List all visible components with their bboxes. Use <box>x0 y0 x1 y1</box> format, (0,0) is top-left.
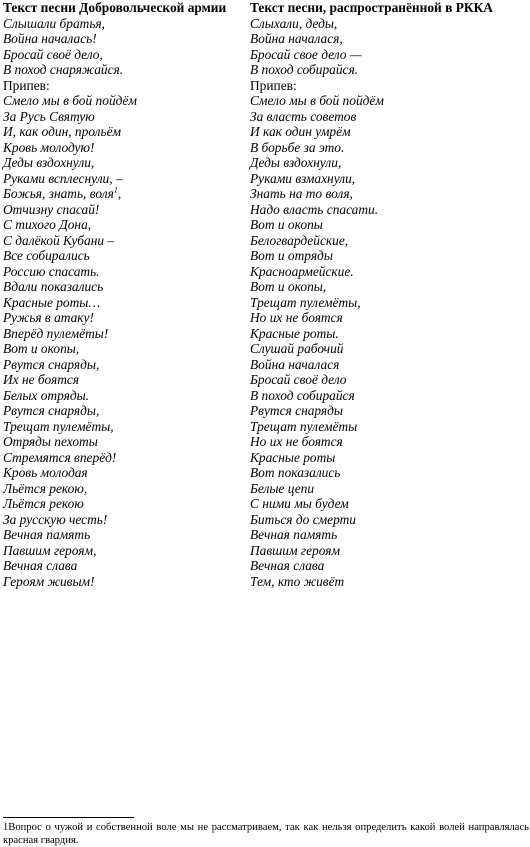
left-lyric-line <box>3 527 247 543</box>
lyric-text: Бросай своё дело, <box>3 46 103 62</box>
lyric-text: Кровь молодая <box>3 465 88 480</box>
lyric-text: С тихого Дона, <box>3 217 92 232</box>
lyric-text: Трещат пулемёты, <box>3 418 114 434</box>
lyric-text: Белогвардейские, <box>250 232 349 248</box>
left-lyric-line <box>3 388 247 404</box>
right-lyric-line <box>250 326 528 342</box>
left-column <box>3 0 247 589</box>
right-lyric-line <box>250 16 528 32</box>
right-lyric-line <box>250 109 528 125</box>
left-lyric-line <box>3 202 247 218</box>
lyric-text: Слыхали, деды, <box>250 15 338 31</box>
right-lyric-line <box>250 574 528 590</box>
left-lyric-line <box>3 109 247 125</box>
left-lyric-line <box>3 465 247 481</box>
lyric-text: Слышали братья, <box>3 15 105 31</box>
left-column-heading: Текст песни Добровольческой армии <box>3 0 227 15</box>
lyric-text: Вот показались <box>250 465 341 480</box>
right-lyric-line <box>250 388 528 404</box>
right-lyric-line <box>250 450 528 466</box>
left-lyric-line <box>3 496 247 512</box>
right-lyric-line <box>250 155 528 171</box>
lyric-text: С далёкой Кубани – <box>3 232 115 248</box>
lyric-text: Вперёд пулемёты! <box>3 325 109 341</box>
lyric-text: Знать на то воля, <box>250 186 353 201</box>
lyric-text: Припев: <box>3 77 50 93</box>
left-lyric-line <box>3 450 247 466</box>
left-lyric-line <box>3 31 247 47</box>
lyric-text: Вот и окопы <box>250 217 323 232</box>
right-lyric-line <box>250 481 528 497</box>
lyric-text: Белые цепи <box>250 480 315 496</box>
right-column-heading: Текст песни, распространённой в РККА <box>250 0 493 15</box>
lyric-text: Деды вздохнули, <box>250 155 342 170</box>
lyric-text: В поход снаряжайся. <box>3 62 124 77</box>
left-lyric-line <box>3 357 247 373</box>
left-lyric-line <box>3 295 247 311</box>
footnote-text: Вопрос о чужой и собственной воле мы не рассматриваем, так как нельзя определить какой волей направлялась красная гвардия. <box>3 822 529 846</box>
lyric-text: Отряды пехоты <box>3 434 98 449</box>
lyric-text: В поход собирайся <box>250 387 355 403</box>
lyric-text: Припев: <box>250 77 297 93</box>
right-lyric-line <box>250 465 528 481</box>
left-lyric-line <box>3 543 247 559</box>
lyric-text: Героям живым! <box>3 573 95 589</box>
lyric-text: Ружья в атаку! <box>3 310 94 325</box>
right-lyric-line <box>250 62 528 78</box>
lyric-text: Руками всплеснули, – <box>3 170 123 186</box>
lyric-text: Вот и окопы, <box>3 341 80 356</box>
lyric-text: И как один умрём <box>250 124 351 139</box>
right-lyric-line <box>250 124 528 140</box>
lyric-text: Смело мы в бой пойдём <box>250 93 384 108</box>
right-lyric-line <box>250 434 528 450</box>
right-lyric-line <box>250 93 528 109</box>
lyric-text: И, как один, прольём <box>3 124 122 139</box>
right-lyric-line <box>250 419 528 435</box>
left-lyric-line <box>3 341 247 357</box>
right-lyric-line <box>250 403 528 419</box>
footnote <box>3 822 529 847</box>
left-lyric-line <box>3 558 247 574</box>
right-lyric-line <box>250 264 528 280</box>
left-lyric-line <box>3 419 247 435</box>
lyric-text: Рвутся снаряды, <box>3 403 100 418</box>
lyric-text: Все собирались <box>3 248 90 263</box>
left-lyric-line <box>3 16 247 32</box>
left-lyric-line <box>3 47 247 63</box>
lyric-text: Павшим героям, <box>3 542 97 558</box>
lyric-text: Вечная память <box>3 527 91 542</box>
lyric-text: Война началася <box>250 356 340 372</box>
left-lyric-line <box>3 310 247 326</box>
left-lyric-line <box>3 403 247 419</box>
lyric-text: В борьбе за это. <box>250 139 345 155</box>
lyric-text: Льётся рекою <box>3 496 84 511</box>
lyric-text: За Русь Святую <box>3 108 95 124</box>
right-lyric-line <box>250 310 528 326</box>
right-lyric-line <box>250 47 528 63</box>
lyric-text: Белых отряды. <box>3 387 90 403</box>
right-lyric-line <box>250 372 528 388</box>
lyric-text: Вот и окопы, <box>250 279 327 294</box>
lyric-punctuation: , <box>117 186 122 201</box>
lyric-text: Вечная слава <box>3 558 78 573</box>
right-lyric-line <box>250 171 528 187</box>
lyric-text: Вот и отряды <box>250 248 333 263</box>
right-lyric-line <box>250 31 528 47</box>
lyric-text: Тем, кто живёт <box>250 573 345 589</box>
lyric-text: Трещат пулемёты <box>250 418 358 434</box>
lyric-text: Их не боятся <box>3 372 80 387</box>
right-lyrics <box>250 16 528 590</box>
left-lyric-line <box>3 279 247 295</box>
left-lyric-line <box>3 78 247 94</box>
lyric-text: Бросай свое дело — <box>250 46 362 62</box>
right-lyric-line <box>250 202 528 218</box>
left-lyric-line <box>3 155 247 171</box>
left-lyric-line <box>3 574 247 590</box>
lyric-text: Бросай своё дело <box>250 372 347 387</box>
lyric-text: Но их не боятся <box>250 310 343 325</box>
lyric-text: В поход собирайся. <box>250 62 359 77</box>
left-lyric-line <box>3 140 247 156</box>
footnote-reference: 1 <box>113 185 118 195</box>
lyric-text: Красные роты <box>250 449 336 465</box>
right-lyric-line <box>250 527 528 543</box>
lyric-text: Война началась! <box>3 31 97 46</box>
lyric-text: За русскую честь! <box>3 511 108 527</box>
left-lyric-line <box>3 171 247 187</box>
left-lyric-line <box>3 372 247 388</box>
lyric-text: Слушай рабочий <box>250 341 344 356</box>
lyric-text: Но их не боятся <box>250 434 343 449</box>
lyric-text: За власть советов <box>250 108 357 124</box>
right-lyric-line <box>250 248 528 264</box>
left-lyric-line <box>3 124 247 140</box>
right-lyric-line <box>250 279 528 295</box>
right-lyric-line <box>250 78 528 94</box>
lyric-text: Отчизну спасай! <box>3 201 100 217</box>
right-column <box>250 0 528 589</box>
lyric-text: Вечная память <box>250 527 338 542</box>
lyric-text: Надо власть спасати. <box>250 201 379 217</box>
left-lyric-line <box>3 217 247 233</box>
lyric-text: Вдали показались <box>3 279 104 294</box>
right-lyric-line <box>250 558 528 574</box>
lyric-text: Трещат пулемёты, <box>250 294 361 310</box>
lyric-text: Стремятся вперёд! <box>3 449 117 465</box>
lyric-text: Божья, знать, воля <box>3 186 114 201</box>
lyric-text: Война началася, <box>250 31 343 46</box>
right-lyric-line <box>250 140 528 156</box>
lyric-text: Павшим героям <box>250 542 341 558</box>
lyric-text: Льётся рекою, <box>3 480 88 496</box>
left-lyric-line <box>3 186 247 202</box>
lyric-text: Деды вздохнули, <box>3 155 95 170</box>
footnote-marker: 1 <box>3 822 9 833</box>
right-lyric-line <box>250 217 528 233</box>
lyric-text: Кровь молодую! <box>3 139 95 155</box>
left-lyric-line <box>3 62 247 78</box>
left-lyric-line <box>3 248 247 264</box>
left-lyric-line <box>3 264 247 280</box>
right-lyric-line <box>250 543 528 559</box>
lyric-text: Красные роты… <box>3 294 101 310</box>
left-lyric-line <box>3 434 247 450</box>
lyric-text: С ними мы будем <box>250 496 349 511</box>
right-lyric-line <box>250 512 528 528</box>
left-lyric-line <box>3 481 247 497</box>
lyric-text: Руками взмахнули, <box>250 170 356 186</box>
right-lyric-line <box>250 186 528 202</box>
footnote-separator <box>3 817 134 818</box>
left-lyric-line <box>3 326 247 342</box>
right-lyric-line <box>250 357 528 373</box>
lyric-text: Рвутся снаряды <box>250 403 343 418</box>
lyric-text: Биться до смерти <box>250 511 357 527</box>
left-lyric-line <box>3 233 247 249</box>
left-lyric-line <box>3 512 247 528</box>
right-lyric-line <box>250 233 528 249</box>
left-lyric-line <box>3 93 247 109</box>
lyric-text: Смело мы в бой пойдём <box>3 93 137 108</box>
right-lyric-line <box>250 341 528 357</box>
right-lyric-line <box>250 295 528 311</box>
lyric-text: Россию спасать. <box>3 263 100 279</box>
lyric-text: Красноармейские. <box>250 263 354 279</box>
lyric-text: Рвутся снаряды, <box>3 356 100 372</box>
lyric-text: Вечная слава <box>250 558 325 573</box>
left-lyrics <box>3 16 247 590</box>
right-lyric-line <box>250 496 528 512</box>
lyric-text: Красные роты. <box>250 325 339 341</box>
